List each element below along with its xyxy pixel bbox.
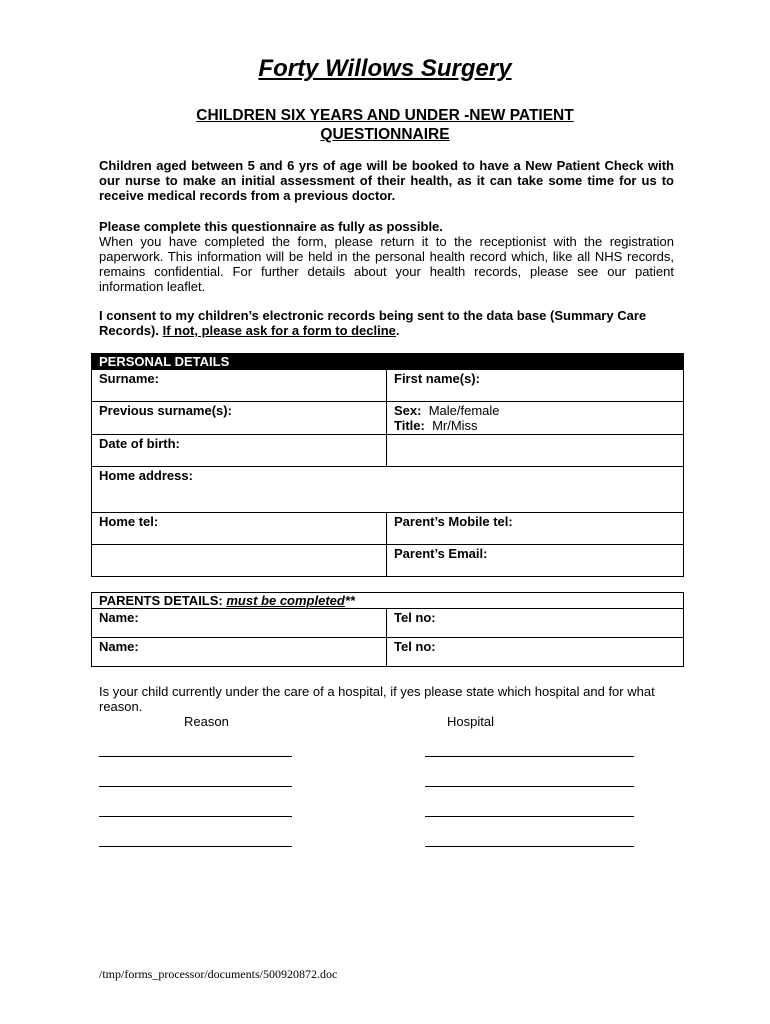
home-tel-label: Home tel: [99, 514, 159, 529]
consent-period: . [395, 323, 400, 338]
surname-label: Surname: [99, 371, 159, 386]
first-names-field[interactable] [387, 370, 684, 402]
reason-line-3[interactable] [99, 816, 292, 817]
consent-decline-note: If not, please ask for a form to decline [162, 323, 396, 338]
dob-label: Date of birth: [99, 436, 180, 451]
personal-details-table [91, 353, 684, 577]
home-address-field[interactable] [92, 467, 684, 513]
parent-2-name-field[interactable] [92, 638, 387, 667]
hospital-line-2[interactable] [425, 786, 634, 787]
title-label: Title: [394, 418, 425, 433]
hospital-column-label: Hospital [447, 714, 494, 729]
sex-title-field[interactable] [387, 402, 684, 435]
sex-label: Sex: [394, 403, 422, 418]
parent-2-name-label: Name: [99, 639, 139, 654]
consent-paragraph [99, 308, 679, 338]
hospital-question: Is your child currently under the care of a hospital, if yes please state which hospital and for what reason. [99, 684, 655, 714]
complete-paragraph [99, 219, 674, 294]
parent-mobile-label: Parent’s Mobile tel: [394, 514, 513, 529]
first-names-label: First name(s): [394, 371, 480, 386]
reason-line-2[interactable] [99, 786, 292, 787]
subtitle-line-2: QUESTIONNAIRE [320, 126, 450, 143]
parent-1-name-label: Name: [99, 610, 139, 625]
consent-text: I consent to my children’s electronic records being sent to the data base (Summary Care Records). [99, 308, 647, 338]
parent-1-tel-field[interactable] [387, 609, 684, 638]
parent-email-label: Parent’s Email: [394, 546, 488, 561]
home-tel-extra-cell[interactable] [92, 545, 387, 577]
previous-surname-label: Previous surname(s): [99, 403, 232, 418]
surname-field[interactable] [92, 370, 387, 402]
nurse-check-paragraph: Children aged between 5 and 6 yrs of age will be booked to have a New Patient Check with our nurse to make an initial assessment of their health, as it can take some time for us to receive medical records from a previous doctor. [99, 158, 674, 203]
dob-field[interactable] [92, 435, 387, 467]
personal-details-heading: PERSONAL DETAILS [92, 354, 684, 370]
parent-mobile-field[interactable] [387, 513, 684, 545]
parent-2-tel-label: Tel no: [394, 639, 436, 654]
dob-blank-cell[interactable] [387, 435, 684, 467]
hospital-line-4[interactable] [425, 846, 634, 847]
page-title: Forty Willows Surgery [258, 55, 512, 82]
parent-email-field[interactable] [387, 545, 684, 577]
parent-1-tel-label: Tel no: [394, 610, 436, 625]
required-marks: ** [344, 593, 355, 608]
subtitle-line-1: CHILDREN SIX YEARS AND UNDER -NEW PATIENT [196, 107, 574, 124]
previous-surname-field[interactable] [92, 402, 387, 435]
form-subtitle [150, 106, 620, 144]
title-options: Mr/Miss [432, 418, 478, 433]
parent-2-tel-field[interactable] [387, 638, 684, 667]
home-tel-field[interactable] [92, 513, 387, 545]
sex-options: Male/female [428, 403, 500, 418]
parents-heading-text: PARENTS DETAILS: [99, 593, 223, 608]
reason-column-label: Reason [184, 714, 229, 729]
reason-line-1[interactable] [99, 756, 292, 757]
hospital-line-1[interactable] [425, 756, 634, 757]
home-address-label: Home address: [99, 468, 193, 483]
reason-line-4[interactable] [99, 846, 292, 847]
complete-body: When you have completed the form, please return it to the receptionist with the registration paperwork. This information will be held in the personal health record which, like all NHS records, remains confidential. For further details about your health records, please see our patient information leaflet. [99, 234, 674, 294]
parents-details-table [91, 592, 684, 667]
document-path-footer: /tmp/forms_processor/documents/500920872.doc [99, 967, 338, 981]
complete-heading: Please complete this questionnaire as fully as possible. [99, 219, 443, 234]
parent-1-name-field[interactable] [92, 609, 387, 638]
parents-details-heading [92, 593, 684, 609]
must-be-completed-note: must be completed [226, 593, 345, 608]
hospital-line-3[interactable] [425, 816, 634, 817]
